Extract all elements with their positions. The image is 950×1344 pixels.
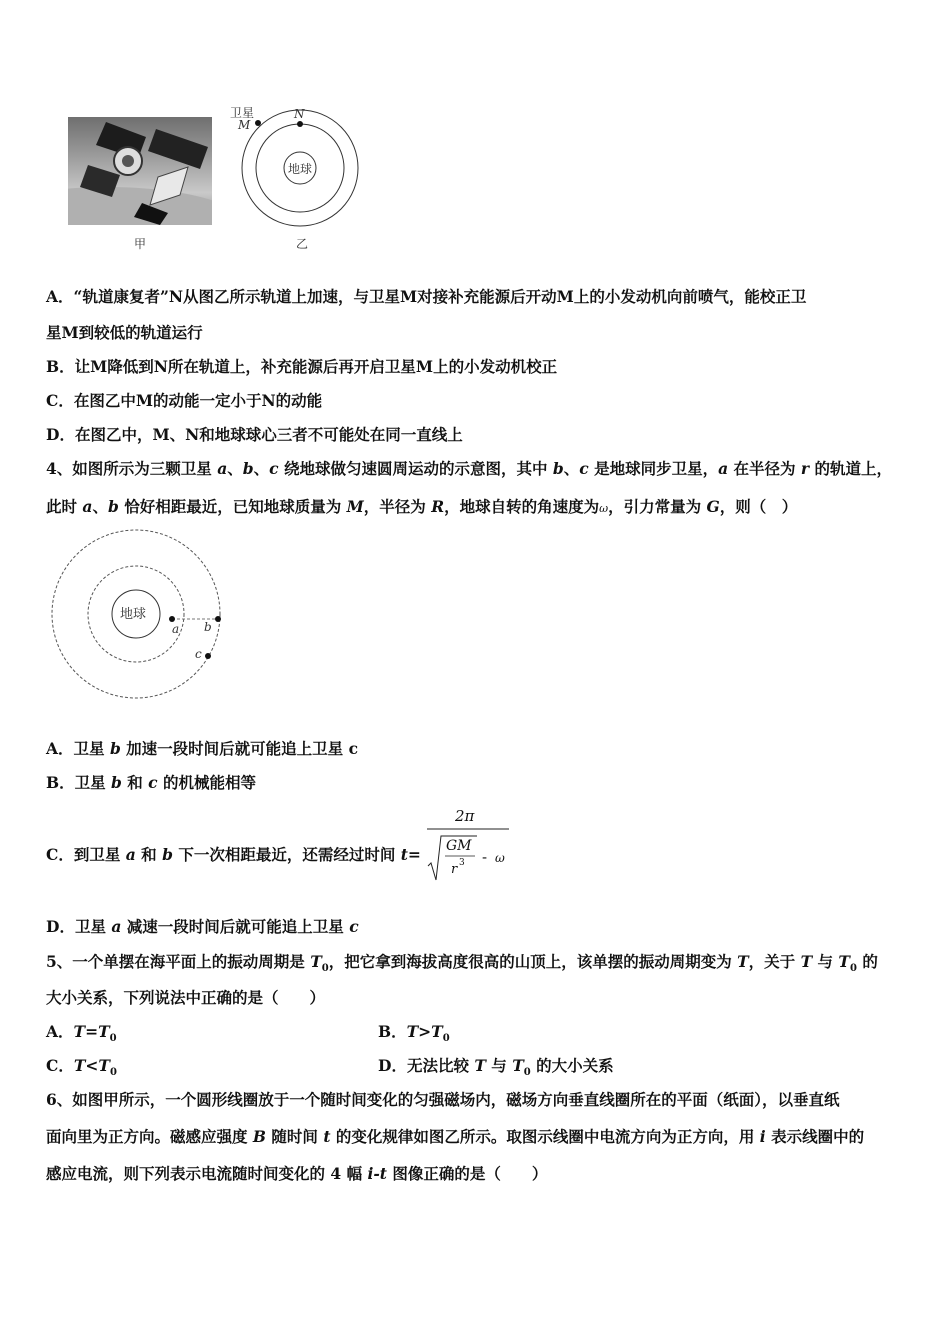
q4-stem-line1: 4、如图所示为三颗卫星 a、b、c 绕地球做匀速圆周运动的示意图，其中 b、c 是地球同步卫星，a 在半径为 r 的轨道上， [46, 459, 892, 478]
q4-option-d: D．卫星 a 减速一段时间后就可能追上卫星 c [46, 917, 359, 936]
caption-yi: 乙 [296, 237, 309, 251]
fraction-numerator: 2π [455, 807, 475, 825]
satellite-c-dot [205, 653, 211, 659]
fraction-exponent: 3 [459, 858, 465, 868]
q6-stem-line2: 面向里为正方向。磁感应强度 B 随时间 t 的变化规律如图乙所示。取图示线圈中电流方向为正方向，用 i 表示线圈中的 [46, 1127, 865, 1146]
label-m: M [238, 118, 251, 132]
q6-stem-line3: 感应电流，则下列表示电流随时间变化的 4 幅 i-t 图像正确的是（ ） [46, 1164, 548, 1183]
satellite-illustration [68, 117, 212, 225]
q4-option-c: C．到卫星 a 和 b 下一次相距最近，还需经过时间 t= [46, 845, 421, 864]
q5-stem-line1: 5、一个单摆在海平面上的振动周期是 $T_0$，把它拿到海拔高度很高的山顶上，该单摆的振动周期变为 T，关于 T 与 $T_0$ 的 [46, 952, 878, 975]
q3-option-a-line1: A．“轨道康复者”N从图乙所示轨道上加速，与卫星M对接补充能源后开动M上的小发动机向前喷气，能校正卫 [46, 287, 807, 306]
q4-stem-line2: 此时 a、b 恰好相距最近，已知地球质量为 M，半径为 R，地球自转的角速度为ω，引力常量为 G，则（ ） [46, 497, 798, 516]
fraction-minus: - [482, 848, 488, 866]
q4-option-b: B．卫星 b 和 c 的机械能相等 [46, 773, 256, 792]
q5-stem-line2: 大小关系，下列说法中正确的是（ ） [46, 988, 326, 1007]
q4-label-earth: 地球 [120, 607, 147, 622]
q5-option-d: D．无法比较 T 与 $T_0$ 的大小关系 [378, 1056, 614, 1079]
caption-jia: 甲 [134, 237, 147, 251]
satellite-b-dot [215, 616, 221, 622]
fraction-gm: GM [446, 838, 472, 854]
label-earth: 地球 [288, 162, 313, 176]
satellite-m-dot [255, 120, 261, 126]
label-n: N [294, 107, 305, 121]
q3-option-a-line2: 星M到较低的轨道运行 [46, 323, 203, 342]
q4-label-c: c [195, 647, 202, 661]
q3-option-d: D．在图乙中，M、N和地球球心三者不可能处在同一直线上 [46, 425, 463, 444]
q5-option-b: B．$T>T_0$ [378, 1022, 450, 1045]
q4-label-b: b [204, 620, 212, 634]
satellite-n-dot [297, 121, 303, 127]
q3-option-c: C．在图乙中M的动能一定小于N的动能 [46, 391, 323, 410]
q3-option-b: B．让M降低到N所在轨道上，补充能源后再开启卫星M上的小发动机校正 [46, 357, 558, 376]
q5-option-a: A．$T=T_0$ [46, 1022, 117, 1045]
q4-option-a: A．卫星 b 加速一段时间后就可能追上卫星 c [46, 739, 359, 758]
fraction-r: r [451, 862, 458, 877]
fraction-omega: ω [495, 851, 505, 865]
label-satellite: 卫星 [230, 106, 255, 120]
satellite-photo [68, 117, 212, 225]
q4-label-a: a [172, 622, 180, 636]
q6-stem-line1: 6、如图甲所示，一个圆形线圈放于一个随时间变化的匀强磁场内，磁场方向垂直线圈所在的平面（纸面），以垂直纸 [46, 1090, 840, 1109]
q5-option-c: C．$T<T_0$ [46, 1056, 117, 1079]
